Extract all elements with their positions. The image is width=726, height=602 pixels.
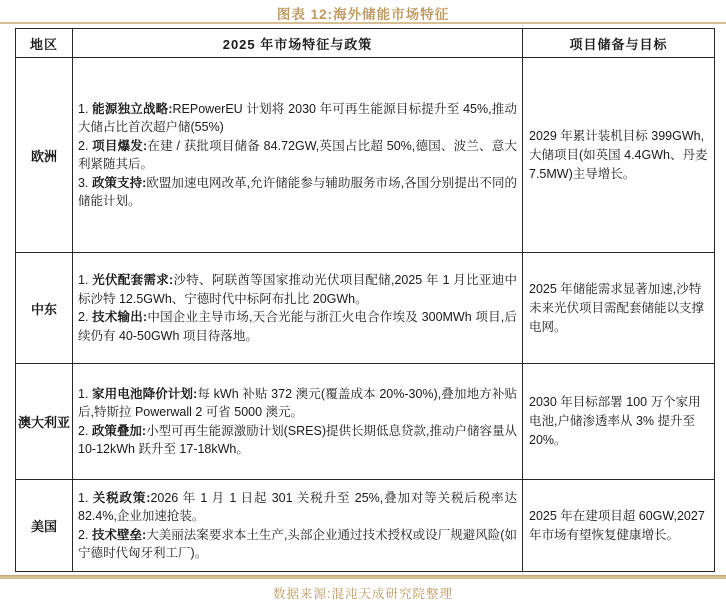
table-header-row xyxy=(16,29,715,58)
feature-number: 1. xyxy=(78,101,89,116)
features-cell xyxy=(73,364,523,480)
features-cell xyxy=(73,480,523,572)
feature-text: 大美丽法案要求本土生产,头部企业通过技术授权或设厂规避风险(如宁德时代匈牙利工厂)。 xyxy=(78,527,517,560)
feature-label: 政策叠加: xyxy=(91,423,147,438)
market-table xyxy=(15,28,715,572)
feature-item xyxy=(78,271,517,308)
feature-text: 在建 / 获批项目储备 84.72GW,英国占比超 50%,德国、波兰、意大利紧随其后。 xyxy=(78,138,517,171)
feature-number: 3. xyxy=(78,175,89,190)
table-row-europe xyxy=(16,58,715,253)
feature-label: 家用电池降价计划: xyxy=(92,386,198,401)
feature-item xyxy=(78,137,517,174)
region-cell: 澳大利亚 xyxy=(16,364,73,480)
feature-number: 2. xyxy=(78,310,89,324)
outlook-cell: 2029 年累计装机目标 399GWh,大储项目(如英国 4.4GWh、丹麦 7.5MW)主导增长。 xyxy=(523,58,715,253)
feature-number: 1. xyxy=(78,273,89,287)
feature-item xyxy=(78,422,517,459)
feature-text: 沙特、阿联酋等国家推动光伏项目配储,2025 年 1 月比亚迪中标沙特 12.5GWh、宁德时代中标阿布扎比 20GWh。 xyxy=(78,273,517,306)
feature-text: 欧盟加速电网改革,允许储能参与辅助服务市场,各国分别提出不同的储能计划。 xyxy=(78,175,517,208)
feature-label: 能源独立战略: xyxy=(92,101,173,116)
feature-item xyxy=(78,489,517,526)
feature-label: 关税政策: xyxy=(92,490,151,505)
features-cell xyxy=(73,58,523,253)
feature-item xyxy=(78,100,517,137)
feature-item xyxy=(78,308,517,345)
feature-text: 2026 年 1 月 1 日起 301 关税升至 25%,叠加对等关税后税率达 82.4%,企业加速抢装。 xyxy=(78,490,517,523)
figure-title: 图表 12:海外储能市场特征 xyxy=(276,7,450,22)
features-cell xyxy=(73,253,523,364)
feature-number: 1. xyxy=(78,490,89,505)
feature-text: 小型可再生能源激励计划(SRES)提供长期低息贷款,推动户储容量从 10-12kWh 跃升至 17-18kWh。 xyxy=(78,423,517,456)
region-cell: 美国 xyxy=(16,480,73,572)
feature-item xyxy=(78,526,517,563)
feature-number: 1. xyxy=(78,386,89,401)
col-header-outlook: 项目储备与目标 xyxy=(523,29,715,58)
outlook-cell: 2025 年储能需求显著加速,沙特未来光伏项目需配套储能以支撑电网。 xyxy=(523,253,715,364)
outlook-cell: 2030 年目标部署 100 万个家用电池,户储渗透率从 3% 提升至 20%。 xyxy=(523,364,715,480)
table-row-middle-east xyxy=(16,253,715,364)
feature-number: 2. xyxy=(78,527,89,542)
data-source-note: 数据来源:混沌天成研究院整理 xyxy=(273,587,453,601)
col-header-region: 地区 xyxy=(16,29,73,58)
feature-label: 光伏配套需求: xyxy=(92,273,174,287)
feature-text: 中国企业主导市场,天合光能与浙江火电合作埃及 300MWh 项目,后续仍有 40-50GWh 项目待落地。 xyxy=(78,310,517,343)
col-header-features: 2025 年市场特征与政策 xyxy=(73,29,523,58)
feature-item xyxy=(78,174,517,211)
feature-number: 2. xyxy=(78,423,89,438)
feature-text: REPowerEU 计划将 2030 年可再生能源目标提升至 45%,推动大储占比首次超户储(55%) xyxy=(78,101,517,134)
feature-label: 政策支持: xyxy=(91,175,147,190)
feature-number: 2. xyxy=(78,138,89,153)
outlook-cell: 2025 年在建项目超 60GW,2027 年市场有望恢复健康增长。 xyxy=(523,480,715,572)
feature-item xyxy=(78,385,517,422)
feature-label: 技术输出: xyxy=(92,310,148,324)
table-row-australia xyxy=(16,364,715,480)
table-row-usa xyxy=(16,480,715,572)
region-cell: 中东 xyxy=(16,253,73,364)
feature-text: 每 kWh 补贴 372 澳元(覆盖成本 20%-30%),叠加地方补贴后,特斯拉 Powerwall 2 可省 5000 澳元。 xyxy=(78,386,517,419)
feature-label: 技术壁垒: xyxy=(91,527,147,542)
region-cell: 欧洲 xyxy=(16,58,73,253)
feature-label: 项目爆发: xyxy=(92,138,148,153)
